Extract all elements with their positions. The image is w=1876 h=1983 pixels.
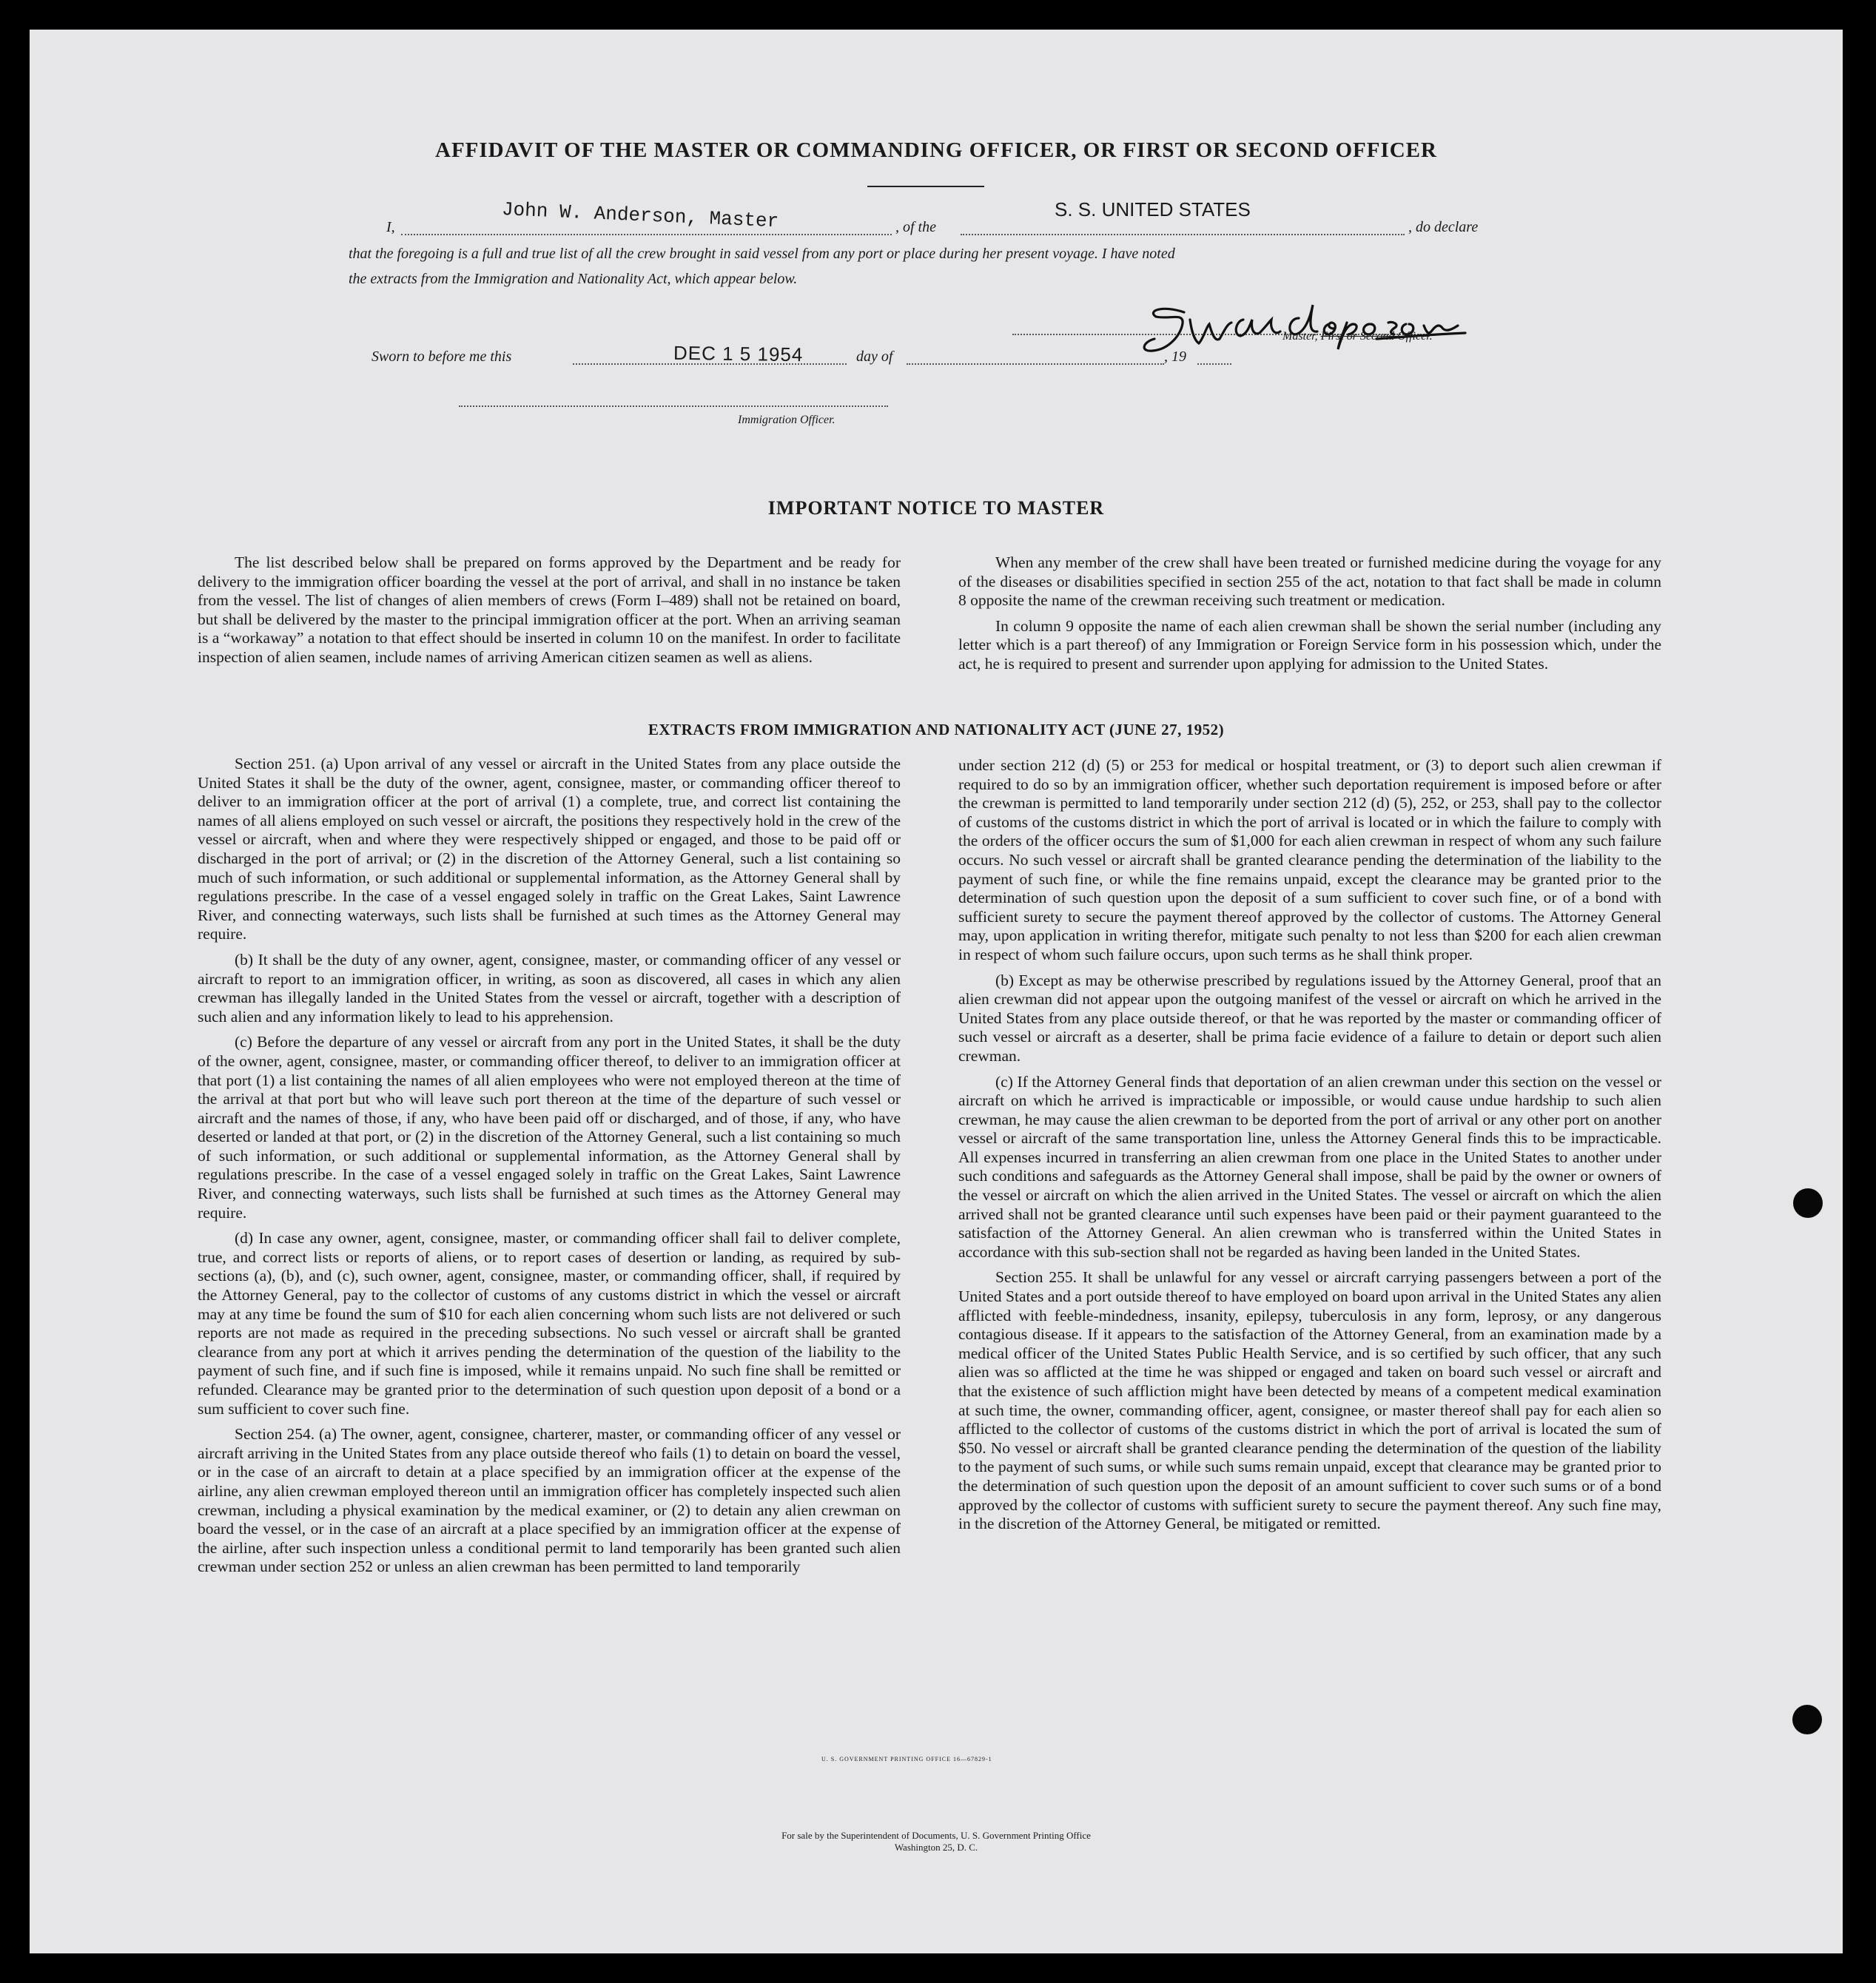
printer-imprint: U. S. GOVERNMENT PRINTING OFFICE 16—67829-1 xyxy=(821,1756,992,1763)
punch-hole-upper xyxy=(1793,1188,1823,1218)
statement-line-1: that the foregoing is a full and true list of all the crew brought in said vessel from any port or place during her present voyage. I have noted xyxy=(349,246,1175,262)
sale-line-1: For sale by the Superintendent of Documents, U. S. Government Printing Office xyxy=(781,1830,1091,1841)
extracts-left-column xyxy=(198,755,901,1583)
year-line xyxy=(1197,363,1231,365)
year-prefix: , 19 xyxy=(1164,349,1186,365)
sworn-prefix: Sworn to before me this xyxy=(371,349,512,365)
statement-line-2: the extracts from the Immigration and Nationality Act, which appear below. xyxy=(349,271,798,287)
notice-left-paragraph: The list described below shall be prepared on forms approved by the Department and be ready for delivery to the immigration officer boarding the vessel at the port of arrival, and shall in no instance be taken from the vessel. The list of changes of alien members of crews (Form I–489) shall not be retained on board, but shall be delivered by the master to the principal immigration officer at the port. When an arriving seaman is a “workaway” a notation to that effect should be inserted in column 10 on the manifest. In order to facilitate inspection of alien seamen, include names of arriving American citizen seamen as well as aliens. xyxy=(198,553,901,666)
section-251-d: (d) In case any owner, agent, consignee, master, or commanding officer shall fail to deliver complete, true, and correct lists or reports of aliens, or to report cases of desertion or landing, as required by sub-sections (a), (b), and (c), such owner, agent, consignee, master, or commanding officer, shall, if required by the Attorney General, pay to the collector of customs of any customs district in which the vessel or aircraft may at any time be found the sum of $10 for each alien concerning whom such lists are not delivered or such reports are not made as required in the preceding subsections. No such vessel or aircraft shall be granted clearance from any port at which it arrives pending the determination of the question of the liability to the payment of such fine, and if such fine is imposed, while it remains unpaid. No such fine shall be remitted or refunded. Clearance may be granted prior to the determination of such question upon deposit of a bond or a sum sufficient to cover such fine. xyxy=(198,1229,901,1418)
section-251-b: (b) It shall be the duty of any owner, agent, consignee, master, or commanding officer of any vessel or aircraft to report to an immigration officer, in writing, as soon as discovered, all cases in which any alien crewman has illegally landed in the United States from the vessel or aircraft, together with a description of such alien and any information likely to lead to his apprehension. xyxy=(198,950,901,1026)
section-254-c: (c) If the Attorney General finds that deportation of an alien crewman under this section on the vessel or aircraft on which he arrived is impracticable or impossible, or would cause undue hardship to such alien crewman, he may cause the alien crewman to be deported from the port of arrival or any other port on another vessel or aircraft of the same transportation line, unless the Attorney General finds this to be impracticable. All expenses incurred in transferring an alien crewman from one place in the United States to another under such conditions and safeguards as the Attorney General shall impose, shall be paid by the owner or owners of the vessel or aircraft on which the alien arrived in the United States. The vessel or aircraft on which the alien arrived shall not be granted clearance until such expenses have been paid or their payment guaranteed to the satisfaction of the Attorney General. An alien crewman who is transferred within the United States in accordance with this sub-section shall not be regarded as having been landed in the United States. xyxy=(958,1072,1661,1261)
signature xyxy=(1132,290,1502,364)
extracts-right-column xyxy=(958,756,1661,1541)
struck-officer-text: First or Second Officer xyxy=(1320,330,1430,343)
do-declare-label: , do declare xyxy=(1408,219,1479,235)
section-251-a: Section 251. (a) Upon arrival of any vessel or aircraft in the United States from any place outside the United States it shall be the duty of the owner, agent, consignee, master, or commanding officer thereof to deliver to an immigration officer at the port of arrival (1) a complete, true, and correct list containing the names of all aliens employed on such vessel or aircraft, the positions they respectively hold in the crew of the vessel or aircraft, when and where they were respectively shipped or engaged, and those to be paid off or discharged in the port of arrival; or (2) in the discretion of the Attorney General, such a list containing so much of such information, or such additional or supplemental information, as the Attorney General shall by regulations prescribe. In the case of a vessel engaged solely in traffic on the Great Lakes, Saint Lawrence River, and connecting waterways, such lists shall be furnished at such times as the Attorney General may require. xyxy=(198,755,901,943)
notice-right-column xyxy=(958,553,1661,681)
month-line xyxy=(907,363,1164,365)
sale-line-2: Washington 25, D. C. xyxy=(894,1842,978,1853)
date-stamp: DEC 1 5 1954 xyxy=(673,341,804,366)
extracts-heading: EXTRACTS FROM IMMIGRATION AND NATIONALITY ACT (JUNE 27, 1952) xyxy=(648,721,1225,738)
officer-signature-line xyxy=(459,405,888,407)
of-the-label: , of the xyxy=(895,219,936,235)
officer-caption: Immigration Officer. xyxy=(738,414,836,426)
section-251-c: (c) Before the departure of any vessel or aircraft from any port in the United States, it shall be the duty of the owner, agent, consignee, master, or commanding officer thereof, to deliver to an immigration officer at that port (1) a list containing the names of all alien employees who were not employed thereon at the time of the arrival at that port but who will leave such port thereon at the time of the departure of such vessel or aircraft and the names of those, if any, who have been paid off or discharged, and of those, if any, who have deserted or landed at that port, or (2) in the discretion of the Attorney General, such a list containing so much of such information, or such additional or supplemental information, as the Attorney General shall by regulations prescribe. In the case of a vessel engaged solely in traffic on the Great Lakes, Saint Lawrence River, and connecting waterways, such lists shall be furnished at such times as the Attorney General may require. xyxy=(198,1033,901,1222)
sale-notice xyxy=(30,1830,1843,1854)
name-line xyxy=(401,234,892,235)
notice-right-paragraph-2: In column 9 opposite the name of each alien crewman shall be shown the serial number (including any letter which is a part thereof) of any Immigration or Foreign Service form in his possession which, under the act, he is required to present and surrender upon applying for admission to the United States. xyxy=(958,616,1661,673)
master-caption xyxy=(1282,330,1433,343)
affidavit-title: AFFIDAVIT OF THE MASTER OR COMMANDING OFFICER, OR FIRST OR SECOND OFFICER xyxy=(435,138,1437,162)
punch-hole-lower xyxy=(1792,1705,1822,1734)
section-254-a-continued: under section 212 (d) (5) or 253 for medical or hospital treatment, or (3) to deport such alien crewman if required to do so by an immigration officer, whether such deportation requirement is imposed before or after the crewman is permitted to land temporarily under section 212 (d) (5), 252, or 253, shall pay to the collector of customs of the customs district in which the port of arrival is located or in which the failure to comply with the orders of the officer occurs the sum of $1,000 for each alien crewman in respect of whom any such failure occurs. No such vessel or aircraft shall be granted clearance pending the determination of the liability to the payment of such fine, or while the fine remains unpaid, except the clearance may be granted prior to the determination of such question upon the deposit of a sum sufficient to cover such fine, or of a bond with sufficient surety to secure the payment thereof approved by the collector of customs. The Attorney General may, upon application in writing therefor, mitigate such penalty to not less than $200 for each alien crewman in respect of whom such failure occurs, upon such terms as he shall think proper. xyxy=(958,756,1661,963)
master-name-typed: John W. Anderson, Master xyxy=(501,198,779,233)
i-prefix: I, xyxy=(386,219,395,235)
notice-left-column xyxy=(198,553,901,674)
document-page xyxy=(30,30,1843,1953)
section-254-b: (b) Except as may be otherwise prescribed by regulations issued by the Attorney General, proof that an alien crewman did not appear upon the outgoing manifest of the vessel or aircraft on which he arrived in the United States from any place outside thereof, or that he was reported by the master or commanding officer of such vessel or aircraft as a deserter, shall be prima facie evidence of a failure to detain or deport such alien crewman. xyxy=(958,971,1661,1065)
title-rule xyxy=(867,186,984,187)
section-255: Section 255. It shall be unlawful for any vessel or aircraft carrying passengers between a port of the United States and a port outside thereof to have employed on board upon arrival in the United States any alien afflicted with feeble-mindedness, insanity, epilepsy, tuberculosis in any form, leprosy, or any dangerous contagious disease. If it appears to the satisfaction of the Attorney General, from an examination made by a medical officer of the United States Public Health Service, and is so certified by such officer, that any such alien was so afflicted at the time he was shipped or engaged and taken on board such vessel or aircraft and that the existence of such affliction might have been detected by means of a competent medical examination at such time, the owner, commanding officer, agent, consignee, or master thereof shall pay for each alien so afflicted to the collector of customs of the customs district in which the port of arrival is located the sum of $50. No vessel or aircraft shall be granted clearance pending the determination of the question of the liability to the payment of such sums, or while such sums remain unpaid, except that clearance may be granted prior to the determination of such question upon the deposit of an amount sufficient to cover such sums or of a bond approved by the collector of customs with sufficient surety to secure the payment thereof. Any such fine may, in the discretion of the Attorney General, be mitigated or remitted. xyxy=(958,1268,1661,1533)
notice-heading: IMPORTANT NOTICE TO MASTER xyxy=(767,497,1105,519)
day-of-label: day of xyxy=(856,349,893,365)
vessel-name-typed: S. S. UNITED STATES xyxy=(1055,198,1251,220)
master-caption-end: . xyxy=(1429,330,1433,343)
master-caption-text: Master, xyxy=(1282,330,1321,343)
vessel-line xyxy=(961,234,1405,235)
section-254-a: Section 254. (a) The owner, agent, consignee, charterer, master, or commanding officer of any vessel or aircraft arriving in the United States from any place outside thereof who fails (1) to detain on board the vessel, or in the case of an aircraft to detain at a place specified by an immigration officer at the expense of the airline, any alien crewman employed thereon until an immigration officer has completely inspected such alien crewman, including a physical examination by the medical examiner, or (2) to detain any alien crewman on board the vessel, or in the case of an aircraft at a place specified by an immigration officer at the expense of the airline, after such inspection unless a conditional permit to land temporarily has been granted such alien crewman under section 252 or unless an alien crewman has been permitted to land temporarily xyxy=(198,1425,901,1576)
notice-right-paragraph-1: When any member of the crew shall have been treated or furnished medicine during the voyage for any of the diseases or disabilities specified in section 255 of the act, notation to that fact shall be made in column 8 opposite the name of the crewman receiving such treatment or medication. xyxy=(958,553,1661,610)
